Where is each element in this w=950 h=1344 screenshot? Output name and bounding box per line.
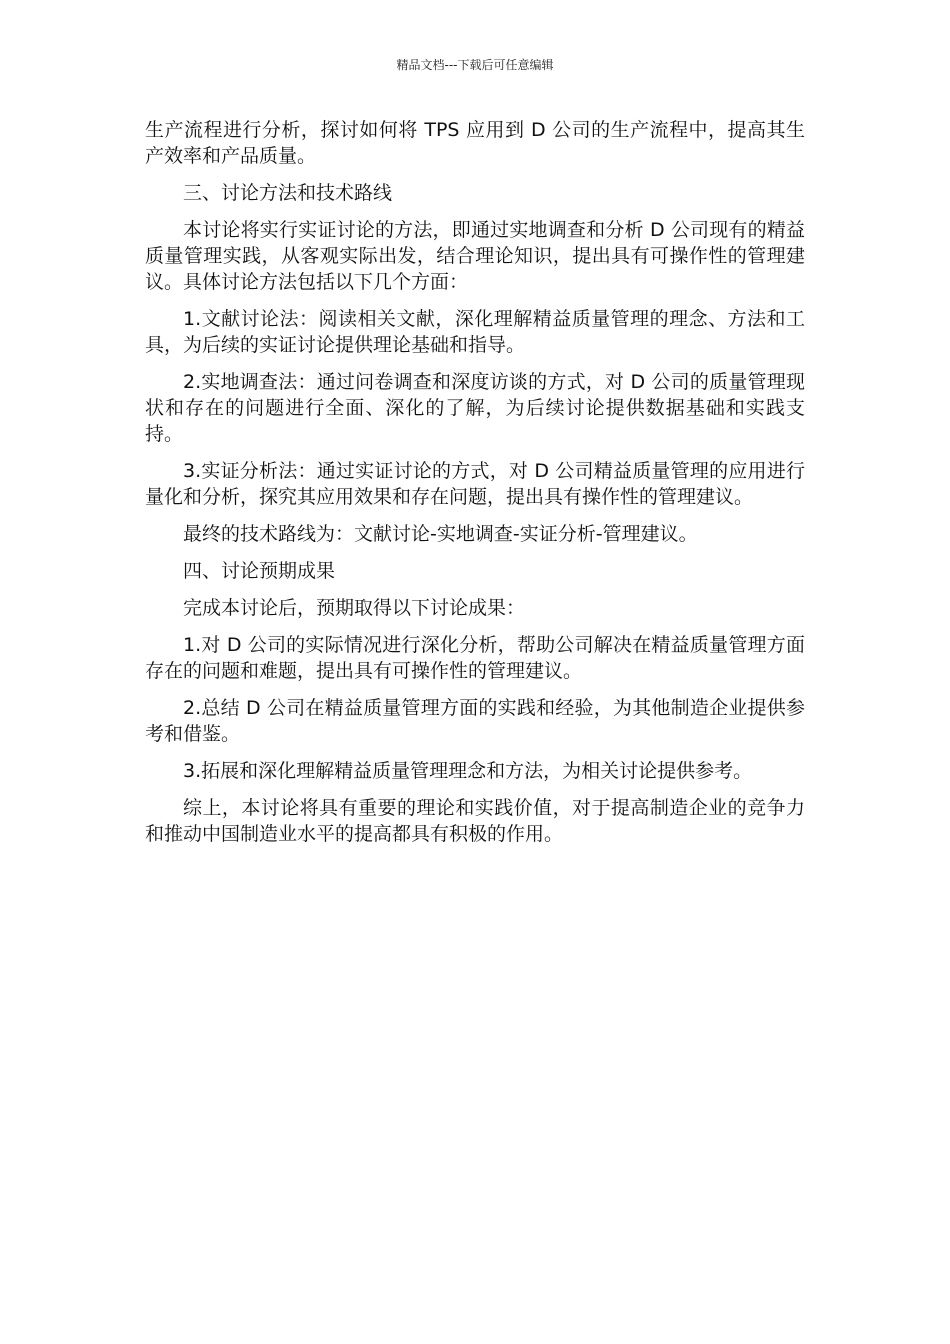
list-item-empirical: 3.实证分析法：通过实证讨论的方式，对 D 公司精益质量管理的应用进行量化和分析，探究其应用效果和存在问题，提出具有操作性的管理建议。: [145, 460, 805, 508]
paragraph-outcomes-intro: 完成本讨论后，预期取得以下讨论成果：: [183, 597, 526, 619]
section-heading-methods: 三、讨论方法和技术路线: [183, 182, 393, 204]
list-item-outcome-2: 2.总结 D 公司在精益质量管理方面的实践和经验，为其他制造企业提供参考和借鉴。: [145, 697, 805, 745]
paragraph-methods-intro: 本讨论将实行实证讨论的方法，即通过实地调查和分析 D 公司现有的精益质量管理实践，从客观实际出发，结合理论知识，提出具有可操作性的管理建议。具体讨论方法包括以下几个方面：: [145, 219, 805, 293]
paragraph-conclusion: 综上，本讨论将具有重要的理论和实践价值，对于提高制造企业的竞争力和推动中国制造业水平的提高都具有积极的作用。: [145, 797, 805, 845]
list-item-outcome-1: 1.对 D 公司的实际情况进行深化分析，帮助公司解决在精益质量管理方面存在的问题和难题，提出具有可操作性的管理建议。: [145, 634, 805, 682]
list-item-outcome-3: 3.拓展和深化理解精益质量管理理念和方法，为相关讨论提供参考。: [183, 760, 753, 782]
list-item-literature: 1.文献讨论法：阅读相关文献，深化理解精益质量管理的理念、方法和工具，为后续的实证讨论提供理论基础和指导。: [145, 308, 805, 356]
paragraph-technical-route: 最终的技术路线为：文献讨论-实地调查-实证分析-管理建议。: [183, 523, 698, 545]
paragraph-1: 生产流程进行分析，探讨如何将 TPS 应用到 D 公司的生产流程中，提高其生产效率和产品质量。: [145, 119, 805, 167]
section-heading-outcomes: 四、讨论预期成果: [183, 560, 336, 582]
document-body: [145, 117, 805, 858]
list-item-field-survey: 2.实地调查法：通过问卷调查和深度访谈的方式，对 D 公司的质量管理现状和存在的问题进行全面、深化的了解，为后续讨论提供数据基础和实践支持。: [145, 371, 805, 445]
page-header: 精品文档---下载后可任意编辑: [396, 58, 554, 72]
